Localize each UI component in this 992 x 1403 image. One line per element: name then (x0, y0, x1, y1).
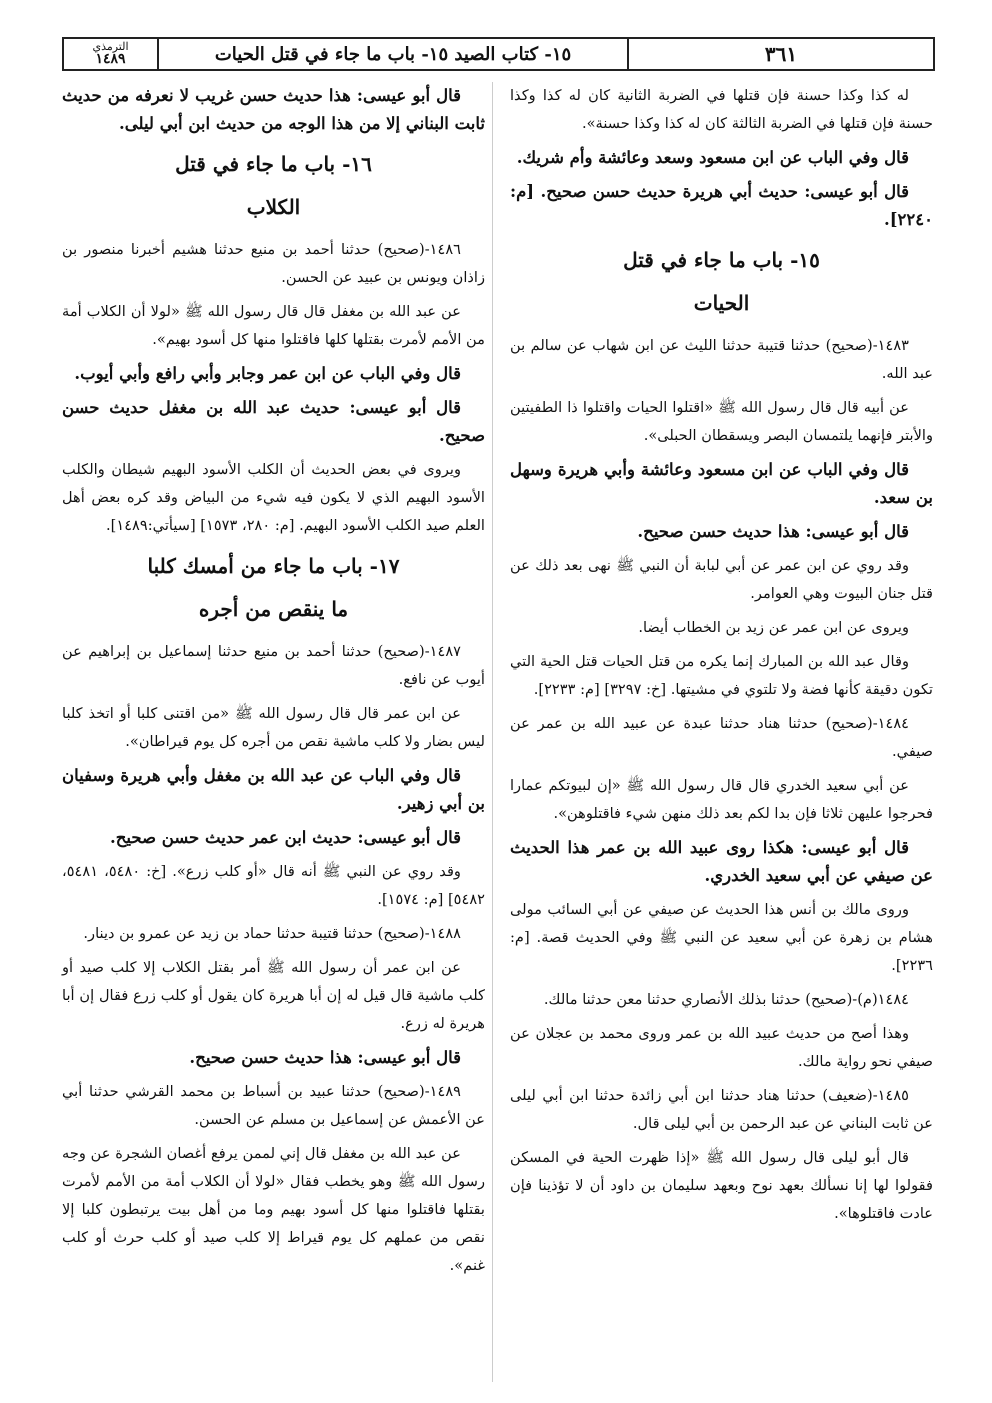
left-column (62, 82, 485, 1382)
hadith-paragraph: عن ابن عمر قال قال رسول الله ﷺ «من اقتنى كلبا أو اتخذ كلبا ليس بضار ولا كلب ماشية نقص من أجره كل يوم قيراطان». (62, 705, 485, 750)
hadith-paragraph: عن عبد الله بن مغفل قال إني لممن يرفع أغصان الشجرة عن وجه رسول الله ﷺ وهو يخطب فقال «لولا أن الكلاب أمة من الأمم لأمرت بقتلها فاقتلوا منها كل أسود بهيم وما من أهل بيت يرتبطون كلبا إلا نقص من عملهم كل يوم قيراط إلا كلب صيد أو كلب حرث أو كلب غنم». (62, 1145, 485, 1274)
hadith-paragraph: ويروى في بعض الحديث أن الكلب الأسود البهيم شيطان والكلب الأسود البهيم الذي لا يكون فيه شيء من البياض وقد كره بعض أهل العلم صيد الكلب الأسود البهيم. [م: ٢٨٠، ١٥٧٣] [سيأتي:١٤٨٩]. (62, 461, 485, 534)
page-number: ٣٦١ (764, 42, 798, 66)
chapter-heading: ١٦- باب ما جاء في قتل (175, 152, 372, 176)
right-column (510, 82, 933, 1382)
hadith-paragraph: ١٤٨٨-(صحيح) حدثنا قتيبة حدثنا حماد بن زيد عن عمرو بن دينار. (83, 925, 461, 942)
hadith-paragraph: وهذا أصح من حديث عبيد الله بن عمر وروى محمد بن عجلان عن صيفي نحو رواية مالك. (510, 1025, 933, 1070)
hadith-paragraph: عن أبي سعيد الخدري قال قال رسول الله ﷺ «إن لبيوتكم عمارا فحرجوا عليهن ثلاثا فإن بدا لكم بعد ذلك منهن شيء فاقتلوهن». (510, 777, 933, 822)
page-header (62, 37, 935, 71)
book-name: الترمذي (92, 39, 129, 53)
column-divider (492, 82, 493, 1382)
hadith-paragraph: عن عبد الله بن مغفل قال قال رسول الله ﷺ «لولا أن الكلاب أمة من الأمم لأمرت بقتلها كلها فاقتلوا منها كل أسود بهيم». (62, 303, 485, 348)
chapter-heading-line2: الكلاب (246, 195, 301, 219)
book-label-cell (64, 39, 159, 69)
hadith-paragraph: ١٤٨٤(م)-(صحيح) حدثنا بذلك الأنصاري حدثنا معن حدثنا مالك. (543, 991, 909, 1008)
hadith-paragraph: وقد روي عن ابن عمر عن أبي لبابة أن النبي ﷺ نهى بعد ذلك عن قتل جنان البيوت وهي العوامر. (510, 557, 933, 602)
hadith-paragraph: وقال عبد الله بن المبارك إنما يكره من قتل الحيات قتل الحية التي تكون دقيقة كأنها فضة ولا تلتوي في مشيتها. [خ: ٣٢٩٧] [م: ٢٢٣٣]. (510, 653, 933, 698)
hadith-paragraph: عن ابن عمر أن رسول الله ﷺ أمر بقتل الكلاب إلا كلب صيد أو كلب ماشية قال قيل له إن أبا هريرة كان يقول أو كلب زرع فقال إن أبا هريرة له زرع. (62, 959, 485, 1032)
hadith-paragraph: وروى مالك بن أنس هذا الحديث عن صيفي عن أبي السائب مولى هشام بن زهرة عن أبي سعيد عن النبي ﷺ وفي الحديث قصة. [م: ٢٢٣٦]. (510, 901, 933, 974)
hadith-paragraph: له كذا وكذا حسنة فإن قتلها في الضربة الثانية كان له كذا وكذا حسنة فإن قتلها في الضربة الثالثة كان له كذا وكذا حسنة». (510, 87, 933, 132)
hadith-paragraph: وقد روي عن النبي ﷺ أنه قال «أو كلب زرع». [خ: ٥٤٨٠، ٥٤٨١، ٥٤٨٢] [م: ١٥٧٤]. (62, 863, 485, 908)
book-range: ١٤٨٩ (95, 51, 126, 68)
section-title: ١٥- كتاب الصيد ١٥- باب ما جاء في قتل الحيات (159, 39, 629, 69)
chapter-heading: ١٥- باب ما جاء في قتل (623, 248, 820, 272)
commentary-paragraph: قال أبو عيسى: هذا حديث حسن صحيح. (637, 522, 909, 541)
hadith-paragraph: قال أبو ليلى قال رسول الله ﷺ «إذا ظهرت الحية في المسكن فقولوا لها إنا نسألك بعهد نوح وبعهد سليمان بن داود أن لا تؤذينا فإن عادت فاقتلوها». (510, 1149, 933, 1222)
chapter-heading-line2: الحيات (693, 291, 750, 315)
commentary-paragraph: قال أبو عيسى: هذا حديث حسن صحيح. (189, 1048, 461, 1067)
commentary-paragraph: قال وفي الباب عن عبد الله بن مغفل وأبي هريرة وسفيان بن أبي زهير. (62, 766, 485, 813)
hadith-paragraph: ١٤٨٩-(صحيح) حدثنا عبيد بن أسباط بن محمد القرشي حدثنا أبي عن الأعمش عن إسماعيل بن مسلم عن الحسن. (62, 1083, 485, 1128)
hadith-paragraph: ١٤٨٧-(صحيح) حدثنا أحمد بن منيع حدثنا إسماعيل بن إبراهيم عن أيوب عن نافع. (62, 643, 485, 688)
chapter-heading: ١٧- باب ما جاء من أمسك كلبا (147, 554, 400, 578)
commentary-paragraph: قال أبو عيسى: حديث عبد الله بن مغفل حديث حسن صحيح. (62, 398, 485, 445)
chapter-heading-line2: ما ينقص من أجره (198, 597, 349, 621)
commentary-paragraph: قال وفي الباب عن ابن مسعود وعائشة وأبي هريرة وسهل بن سعد. (510, 460, 933, 507)
hadith-paragraph: ١٤٨٤-(صحيح) حدثنا هناد حدثنا عبدة عن عبيد الله بن عمر عن صيفي. (510, 715, 933, 760)
hadith-paragraph: ويروى عن ابن عمر عن زيد بن الخطاب أيضا. (638, 619, 909, 636)
hadith-paragraph: ١٤٨٦-(صحيح) حدثنا أحمد بن منيع حدثنا هشيم أخبرنا منصور بن زاذان ويونس بن عبيد عن الحسن. (62, 241, 485, 286)
hadith-paragraph: عن أبيه قال قال رسول الله ﷺ «اقتلوا الحيات واقتلوا ذا الطفيتين والأبتر فإنهما يلتمسان البصر ويسقطان الحبلى». (510, 399, 933, 444)
hadith-paragraph: ١٤٨٣-(صحيح) حدثنا قتيبة حدثنا الليث عن ابن شهاب عن سالم بن عبد الله. (510, 337, 933, 382)
commentary-paragraph: قال وفي الباب عن ابن عمر وجابر وأبي رافع وأبي أيوب. (74, 364, 461, 383)
commentary-paragraph: قال أبو عيسى: هكذا روى عبيد الله بن عمر هذا الحديث عن صيفي عن أبي سعيد الخدري. (510, 838, 933, 885)
commentary-paragraph: قال أبو عيسى: حديث ابن عمر حديث حسن صحيح. (110, 828, 461, 847)
commentary-paragraph: قال وفي الباب عن ابن مسعود وسعد وعائشة وأم شريك. (516, 148, 909, 167)
commentary-paragraph: قال أبو عيسى: هذا حديث حسن غريب لا نعرفه من حديث ثابت البناني إلا من هذا الوجه من حديث ابن أبي ليلى. (62, 86, 485, 133)
commentary-paragraph: قال أبو عيسى: حديث أبي هريرة حديث حسن صحيح. [م: ٢٢٤٠]. (510, 182, 933, 229)
hadith-paragraph: ١٤٨٥-(ضعيف) حدثنا هناد حدثنا ابن أبي زائدة حدثنا ابن أبي ليلى عن ثابت البناني عن عبد الرحمن بن أبي ليلى قال. (510, 1087, 933, 1132)
